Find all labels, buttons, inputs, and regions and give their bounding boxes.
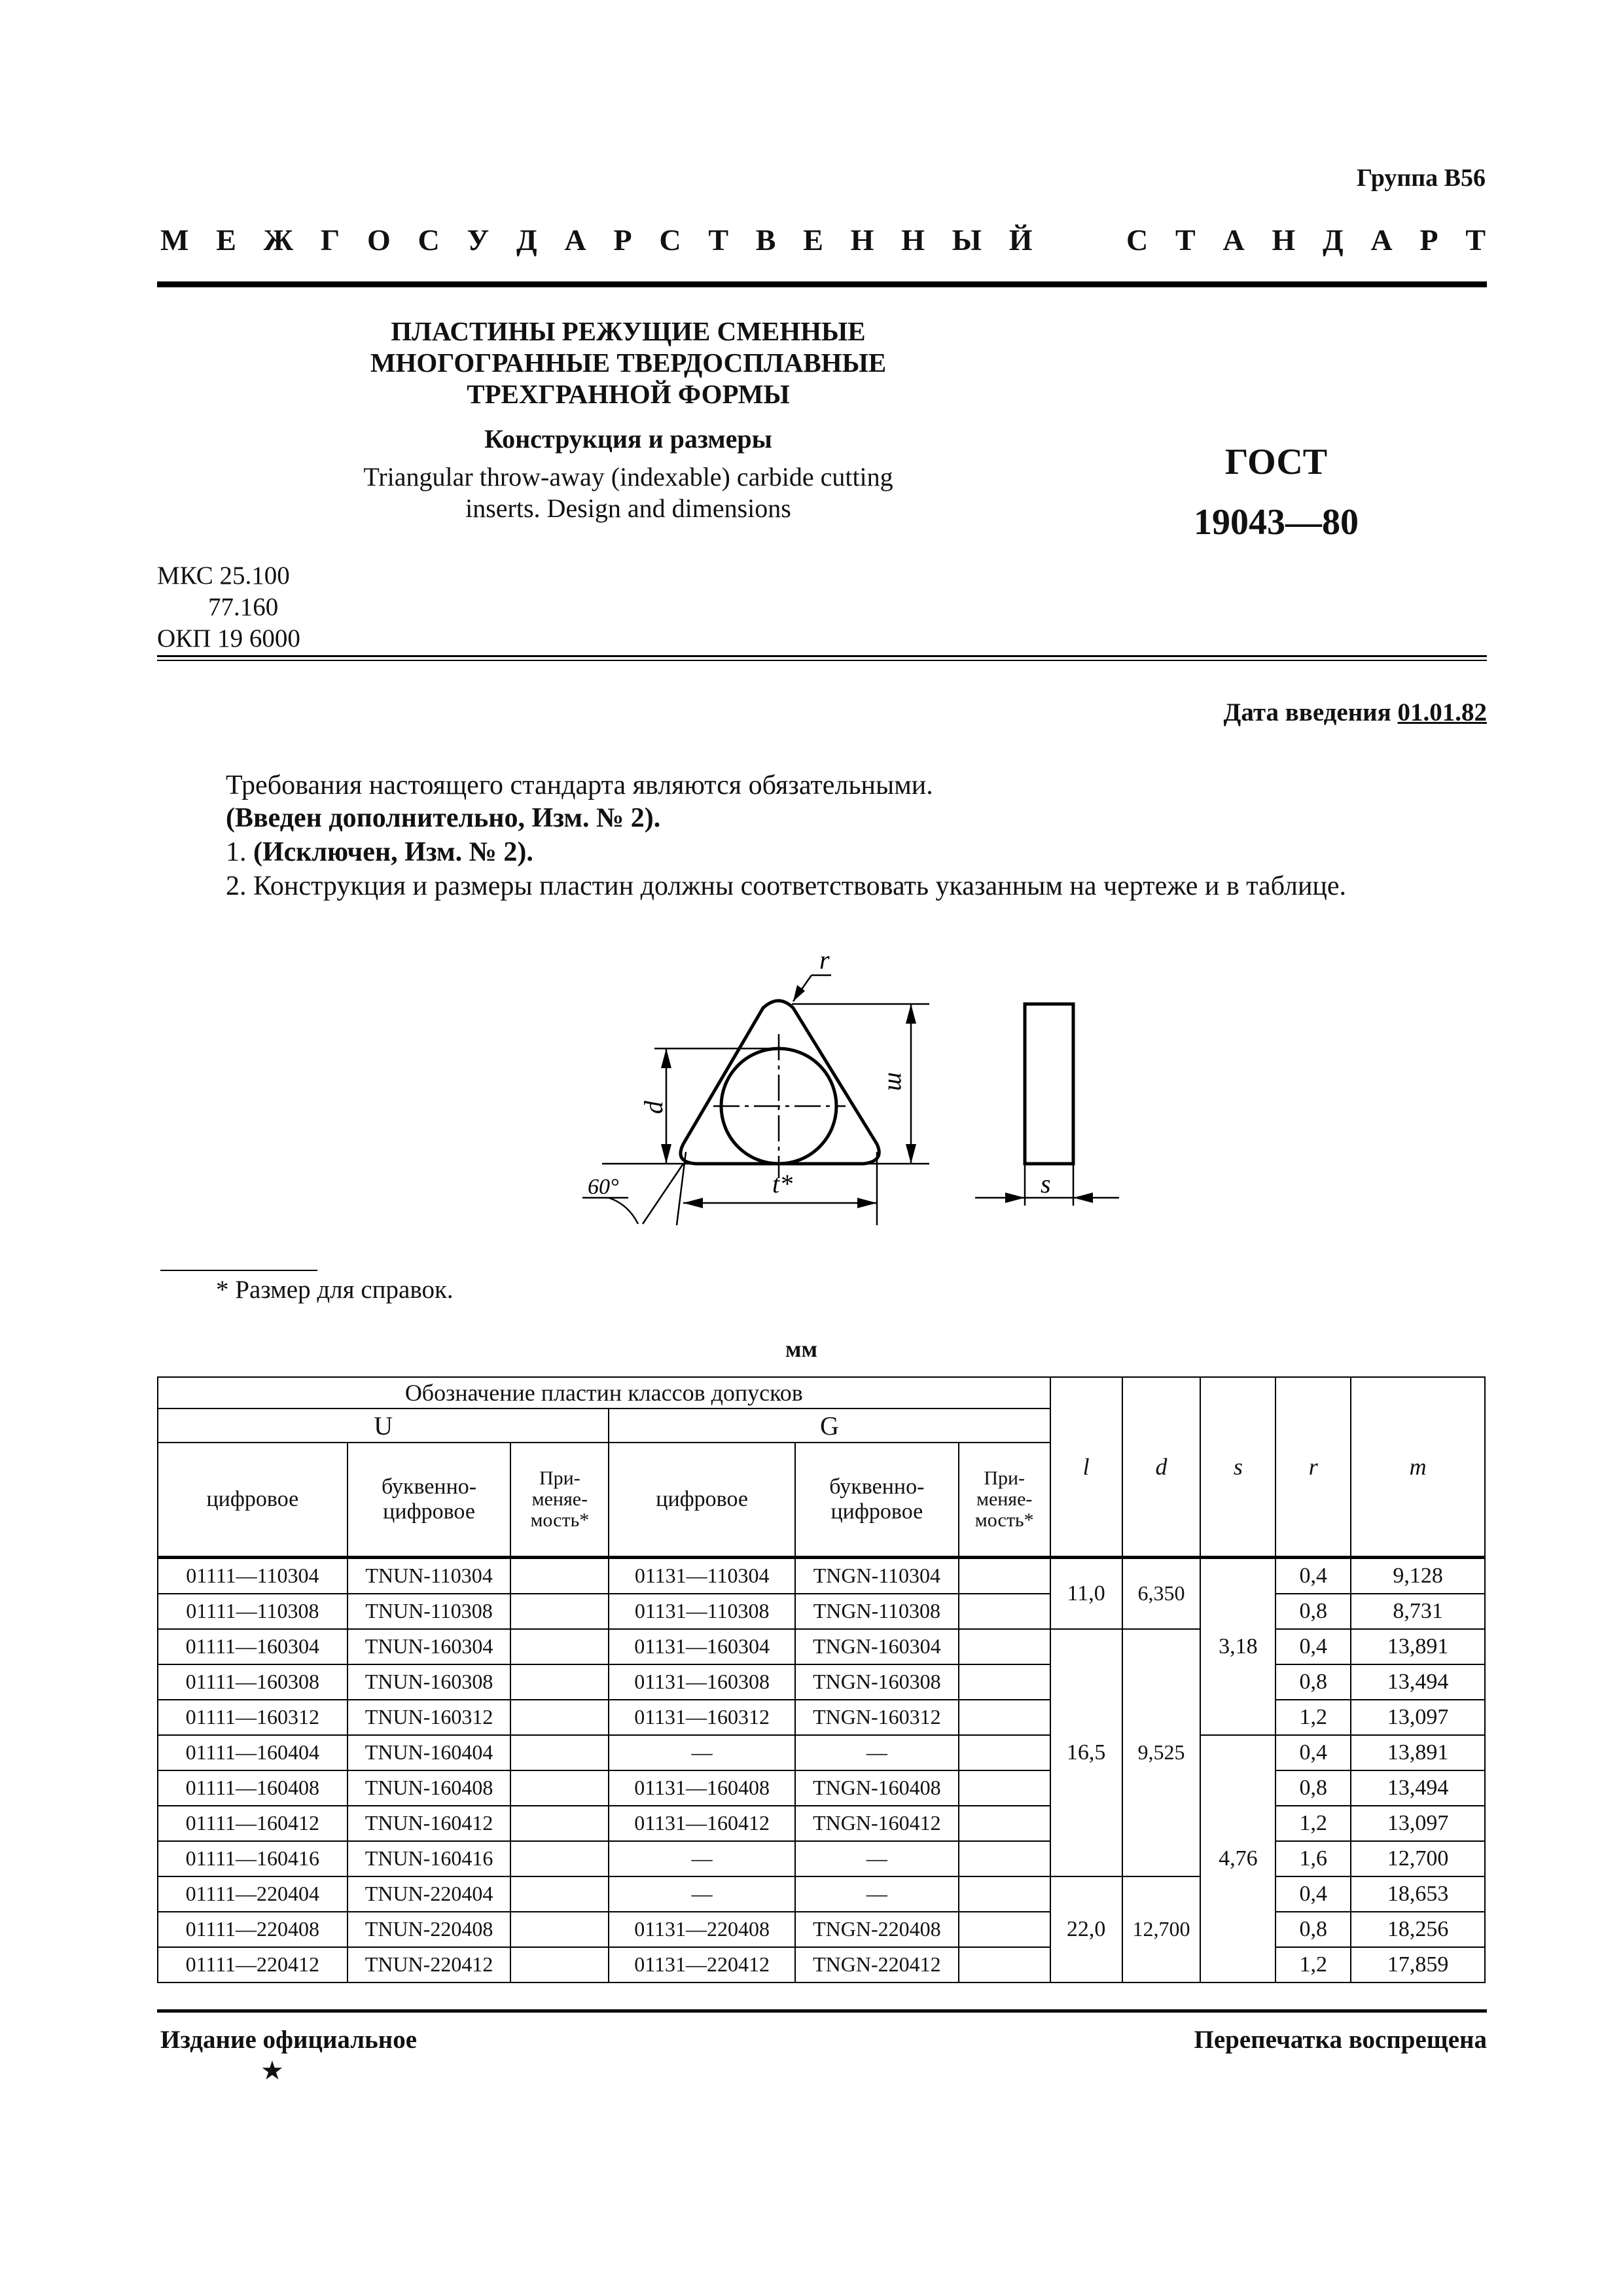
official-edition: Издание официальное [160,2026,418,2054]
g-digital-header: цифровое [609,1443,795,1557]
cell-r: 0,8 [1275,1594,1351,1629]
heading-letter: С [1126,223,1149,257]
footnote: * Размер для справок. [216,1276,454,1304]
english-title-line: inserts. Design and dimensions [465,493,791,523]
cell-u-digital: 01111—160304 [158,1629,348,1664]
cell-g-digital: 01131—160312 [609,1700,795,1735]
cell-u-applic [510,1629,609,1664]
cell-g-alpha: TNGN-110308 [795,1594,959,1629]
cell-d: 6,350 [1122,1557,1201,1629]
date-label: Дата введения [1223,698,1391,726]
cell-m: 13,097 [1351,1700,1485,1735]
cell-m: 13,097 [1351,1806,1485,1841]
cell-g-applic [959,1594,1050,1629]
cell-u-alpha: TNUN-160312 [348,1700,511,1735]
u-applic-line2: меняе- [531,1488,588,1510]
title-line: ТРЕХГРАННОЙ ФОРМЫ [467,379,790,409]
cell-g-digital: 01131—160308 [609,1664,795,1700]
cell-u-alpha: TNUN-110304 [348,1557,511,1594]
header-r: r [1275,1377,1351,1557]
heading-letter: Е [803,223,823,257]
cell-u-digital: 01111—160308 [158,1664,348,1700]
cell-l: 22,0 [1050,1876,1122,1982]
date-value: 01.01.82 [1397,698,1487,726]
cell-g-applic [959,1841,1050,1876]
u-applic-line1: При- [539,1467,580,1489]
cell-u-applic [510,1700,609,1735]
title-line: ПЛАСТИНЫ РЕЖУЩИЕ СМЕННЫЕ [391,316,866,346]
table-row [158,1700,1485,1735]
cell-g-applic [959,1947,1050,1982]
header-s: s [1200,1377,1275,1557]
heading-letter: Н [1272,223,1296,257]
paragraph-2: 2. Конструкция и размеры пластин должны соответствовать указанным на чертеже и в таблице. [226,871,1347,901]
heading-letter: Р [1419,223,1438,257]
label-r: r [819,945,830,975]
cell-r: 0,8 [1275,1912,1351,1947]
dimensions-table [157,1376,1486,1983]
cell-r: 0,8 [1275,1770,1351,1806]
heading-letter: С [659,223,681,257]
cell-u-applic [510,1664,609,1700]
cell-u-digital: 01111—160416 [158,1841,348,1876]
cell-u-applic [510,1806,609,1841]
table-row [158,1664,1485,1700]
cell-u-applic [510,1735,609,1770]
code-mks-2: 77.160 [157,593,279,621]
cell-g-applic [959,1876,1050,1912]
cell-u-digital: 01111—160404 [158,1735,348,1770]
cell-d: 12,700 [1122,1876,1201,1982]
footer-rule [157,2009,1487,2013]
heading-letter: Г [320,223,340,257]
title-line: МНОГОГРАННЫЕ ТВЕРДОСПЛАВНЫЕ [370,348,887,378]
cell-g-digital: 01131—160304 [609,1629,795,1664]
heading-letter: Р [613,223,632,257]
cell-u-applic [510,1912,609,1947]
heading-letter: О [366,223,391,257]
cell-r: 0,4 [1275,1629,1351,1664]
g-applicability-header [959,1443,1050,1557]
heading-letter: Н [850,223,874,257]
cell-u-alpha: TNUN-220408 [348,1912,511,1947]
cell-g-applic [959,1770,1050,1806]
cell-r: 0,4 [1275,1735,1351,1770]
g-alpha-header [795,1443,959,1557]
u-applicability-header [510,1443,609,1557]
header-l: l [1050,1377,1122,1557]
cell-g-digital: 01131—160412 [609,1806,795,1841]
group-header: Обозначение пластин классов допусков [158,1377,1050,1408]
cell-g-alpha: TNGN-160412 [795,1806,959,1841]
cell-r: 1,2 [1275,1947,1351,1982]
table-row [158,1735,1485,1770]
g-alpha-header-line1: буквенно- [829,1474,925,1499]
cell-g-alpha: TNGN-160304 [795,1629,959,1664]
cell-l: 11,0 [1050,1557,1122,1629]
cell-r: 1,2 [1275,1700,1351,1735]
heading-letter: Т [1465,223,1486,257]
cell-u-alpha: TNUN-160412 [348,1806,511,1841]
cell-m: 13,891 [1351,1735,1485,1770]
cell-g-digital: 01131—220408 [609,1912,795,1947]
heading-letter: Д [516,223,537,257]
footnote-rule [160,1270,317,1271]
paragraph-1-text: (Исключен, Изм. № 2). [253,837,533,867]
heading-letter: А [564,223,586,257]
cell-g-digital: 01131—110308 [609,1594,795,1629]
cell-s: 3,18 [1200,1557,1275,1735]
cell-g-alpha: — [795,1841,959,1876]
u-applic-line3: мость* [530,1509,590,1531]
cell-u-digital: 01111—220412 [158,1947,348,1982]
cell-u-digital: 01111—160312 [158,1700,348,1735]
label-m: m [883,1072,912,1091]
cell-g-applic [959,1700,1050,1735]
table-row [158,1629,1485,1664]
heading-letter: Т [1175,223,1196,257]
cell-u-applic [510,1947,609,1982]
heading-letter: А [1222,223,1245,257]
u-digital-header: цифровое [158,1443,348,1557]
cell-u-applic [510,1557,609,1594]
table-row [158,1876,1485,1912]
class-g-header: G [609,1408,1050,1443]
cell-g-applic [959,1806,1050,1841]
heading-letter: С [418,223,440,257]
heading-letter: М [160,223,189,257]
g-alpha-header-line2: цифровое [830,1499,923,1524]
cell-u-alpha: TNUN-220404 [348,1876,511,1912]
cell-r: 0,4 [1275,1557,1351,1594]
cell-g-applic [959,1629,1050,1664]
cell-u-digital: 01111—160412 [158,1806,348,1841]
heading-letter: Ы [952,223,982,257]
cell-l: 16,5 [1050,1629,1122,1876]
cell-r: 1,6 [1275,1841,1351,1876]
cell-g-digital: 01131—160408 [609,1770,795,1806]
cell-s: 4,76 [1200,1735,1275,1982]
u-alpha-header [348,1443,511,1557]
cell-g-alpha: TNGN-160308 [795,1664,959,1700]
heading-letter: У [467,223,490,257]
cell-d: 9,525 [1122,1629,1201,1876]
table-row [158,1770,1485,1806]
table-row [158,1806,1485,1841]
cell-g-alpha: TNGN-220412 [795,1947,959,1982]
header-m: m [1351,1377,1485,1557]
table-row [158,1947,1485,1982]
heading-letter: Д [1323,223,1344,257]
label-d: d [639,1101,668,1114]
heading-letter: Ж [263,223,294,257]
heading-letter: Е [216,223,236,257]
cell-g-applic [959,1664,1050,1700]
g-applic-line2: меняе- [976,1488,1033,1510]
cell-m: 12,700 [1351,1841,1485,1876]
cell-r: 0,8 [1275,1664,1351,1700]
cell-u-digital: 01111—220404 [158,1876,348,1912]
cell-g-alpha: TNGN-220408 [795,1912,959,1947]
cell-g-digital: — [609,1876,795,1912]
cell-m: 13,891 [1351,1629,1485,1664]
table-row [158,1557,1485,1594]
cell-u-digital: 01111—220408 [158,1912,348,1947]
cell-g-applic [959,1557,1050,1594]
u-alpha-header-line1: буквенно- [381,1474,477,1499]
u-alpha-header-line2: цифровое [383,1499,475,1524]
table-row [158,1841,1485,1876]
label-t: t* [772,1169,793,1198]
cell-m: 9,128 [1351,1557,1485,1594]
cell-r: 1,2 [1275,1806,1351,1841]
class-u-header: U [158,1408,609,1443]
heading-letter: Н [901,223,925,257]
table-row [158,1912,1485,1947]
cell-g-applic [959,1912,1050,1947]
triangle-outline [681,1001,879,1164]
cell-u-alpha: TNUN-160416 [348,1841,511,1876]
heading-letter: Й [1008,223,1033,257]
cell-u-applic [510,1876,609,1912]
group-code: Группа В56 [1356,164,1486,192]
cell-m: 17,859 [1351,1947,1485,1982]
label-s: s [1041,1169,1051,1198]
cell-u-digital: 01111—160408 [158,1770,348,1806]
cell-u-alpha: TNUN-220412 [348,1947,511,1982]
gost-label: ГОСТ [1224,442,1328,482]
side-view [1025,1004,1073,1164]
paragraph-mandatory: Требования настоящего стандарта являются обязательными. [226,770,933,800]
heading-letter: Т [708,223,728,257]
cell-g-digital: — [609,1735,795,1770]
cell-m: 8,731 [1351,1594,1485,1629]
cell-g-digital: — [609,1841,795,1876]
cell-u-applic [510,1841,609,1876]
cell-u-alpha: TNUN-160308 [348,1664,511,1700]
g-applic-line1: При- [984,1467,1026,1489]
cell-g-digital: 01131—220412 [609,1947,795,1982]
code-mks-1: МКС 25.100 [157,562,290,590]
cell-g-digital: 01131—110304 [609,1557,795,1594]
code-okp: ОКП 19 6000 [157,624,300,653]
cell-r: 0,4 [1275,1876,1351,1912]
cell-u-digital: 01111—110308 [158,1594,348,1629]
g-applic-line3: мость* [974,1509,1034,1531]
cell-g-alpha: TNGN-110304 [795,1557,959,1594]
cell-m: 18,256 [1351,1912,1485,1947]
cell-u-alpha: TNUN-160408 [348,1770,511,1806]
cell-g-applic [959,1735,1050,1770]
cell-m: 13,494 [1351,1664,1485,1700]
cell-u-alpha: TNUN-160304 [348,1629,511,1664]
cell-m: 18,653 [1351,1876,1485,1912]
heading-letter: В [755,223,776,257]
star-icon: ★ [260,2056,284,2085]
document-subtitle: Конструкция и размеры [484,424,772,454]
gost-number: 19043—80 [1194,502,1359,543]
cell-u-applic [510,1594,609,1629]
cell-g-alpha: — [795,1735,959,1770]
table-row [158,1594,1485,1629]
cell-u-digital: 01111—110304 [158,1557,348,1594]
paragraph-1-number: 1. [226,837,247,867]
cell-u-alpha: TNUN-160404 [348,1735,511,1770]
english-title-line: Triangular throw-away (indexable) carbide cutting [363,462,893,492]
cell-g-alpha: — [795,1876,959,1912]
label-angle: 60° [588,1175,619,1199]
unit-label: мм [785,1336,818,1362]
heading-letter: А [1370,223,1393,257]
paragraph-amendment-added: (Введен дополнительно, Изм. № 2). [226,803,661,833]
header-d: d [1122,1377,1201,1557]
cell-g-alpha: TNGN-160408 [795,1770,959,1806]
cell-m: 13,494 [1351,1770,1485,1806]
cell-u-applic [510,1770,609,1806]
cell-u-alpha: TNUN-110308 [348,1594,511,1629]
reprint-prohibited: Перепечатка воспрещена [1194,2026,1487,2054]
cell-g-alpha: TNGN-160312 [795,1700,959,1735]
